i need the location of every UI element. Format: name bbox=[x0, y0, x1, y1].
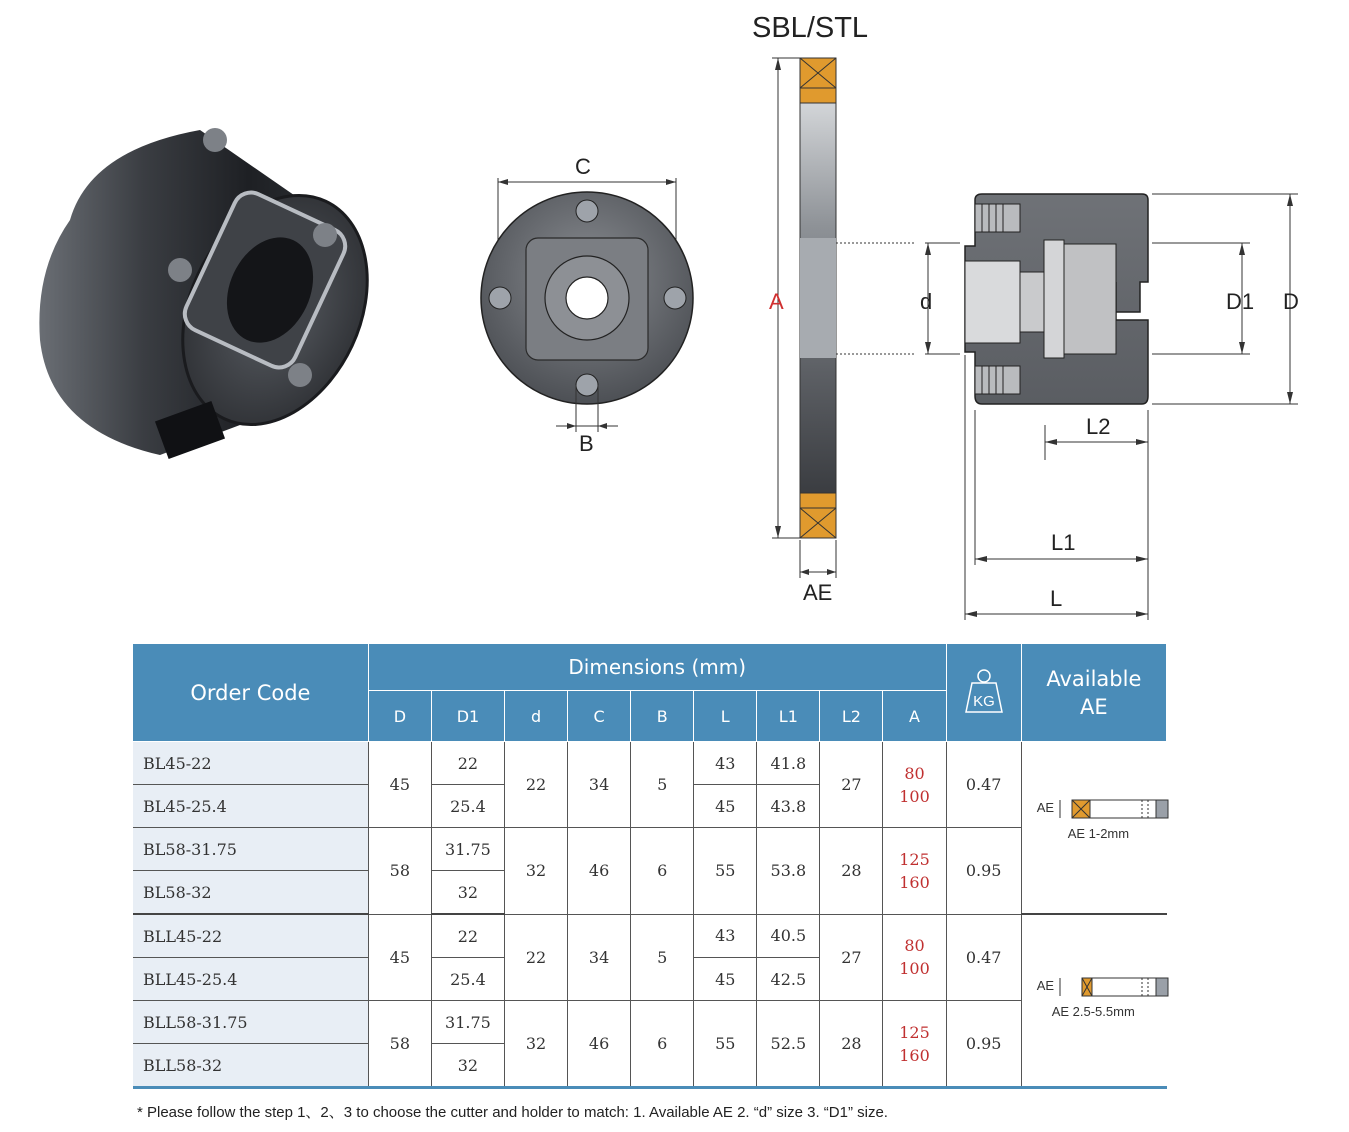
cell-D1: 22 bbox=[431, 742, 504, 785]
cell-A-value-1: 125 bbox=[899, 849, 930, 869]
cell-kg: 0.47 bbox=[946, 742, 1021, 828]
table-row bbox=[133, 742, 1167, 785]
cell-D1: 22 bbox=[431, 914, 504, 958]
cell-L1: 52.5 bbox=[757, 1001, 820, 1088]
cell-d: 22 bbox=[504, 914, 567, 1001]
dim-label-D: D bbox=[1283, 289, 1299, 314]
order-code: BLL58-31.75 bbox=[133, 1001, 368, 1044]
header-available-ae-line1: Available bbox=[1046, 666, 1142, 691]
cell-d: 22 bbox=[504, 742, 567, 828]
ae-option-cell bbox=[1021, 742, 1166, 915]
cell-D1: 31.75 bbox=[431, 828, 504, 871]
ae-tag: AE bbox=[1036, 799, 1055, 815]
front-view-drawing bbox=[470, 150, 710, 460]
dim-label-AE: AE bbox=[803, 580, 833, 605]
cell-D: 58 bbox=[368, 828, 431, 915]
dim-label-L: L bbox=[1050, 586, 1063, 611]
col-header-D: D bbox=[368, 691, 431, 742]
cell-C: 46 bbox=[568, 1001, 631, 1088]
cell-A-value-1: 80 bbox=[904, 763, 925, 783]
ae-caption: AE 1-2mm bbox=[1067, 825, 1130, 841]
dim-label-d: d bbox=[920, 289, 933, 314]
cutter-tip-bottom bbox=[800, 493, 836, 538]
cell-D1: 25.4 bbox=[431, 785, 504, 828]
cell-L: 43 bbox=[694, 742, 757, 785]
cell-L: 43 bbox=[694, 914, 757, 958]
cell-A-value-2: 100 bbox=[899, 786, 930, 806]
cell-A-value-2: 100 bbox=[899, 959, 930, 979]
cell-d: 32 bbox=[504, 828, 567, 915]
drawing-title: SBL/STL bbox=[752, 12, 869, 44]
order-code: BLL58-32 bbox=[133, 1044, 368, 1088]
ae-tag: AE bbox=[1036, 977, 1055, 993]
cell-A bbox=[883, 828, 946, 915]
cell-D: 58 bbox=[368, 1001, 431, 1088]
cell-L1: 40.5 bbox=[757, 914, 820, 958]
header-order-code: Order Code bbox=[133, 644, 368, 742]
cell-L: 45 bbox=[694, 958, 757, 1001]
order-code: BLL45-22 bbox=[133, 914, 368, 958]
col-header-d: d bbox=[504, 691, 567, 742]
cell-L1: 43.8 bbox=[757, 785, 820, 828]
cell-kg: 0.47 bbox=[946, 914, 1021, 1001]
order-code: BL45-22 bbox=[133, 742, 368, 785]
cell-B: 6 bbox=[631, 1001, 694, 1088]
cell-kg: 0.95 bbox=[946, 828, 1021, 915]
side-view-drawing bbox=[760, 50, 1320, 630]
table-row bbox=[133, 914, 1167, 958]
col-header-A: A bbox=[883, 691, 946, 742]
ae-cutter-icon bbox=[1058, 976, 1170, 998]
cell-D1: 25.4 bbox=[431, 958, 504, 1001]
cell-L1: 42.5 bbox=[757, 958, 820, 1001]
cell-L2: 28 bbox=[820, 828, 883, 915]
cell-d: 32 bbox=[504, 1001, 567, 1088]
cell-D: 45 bbox=[368, 742, 431, 828]
dim-label-D1: D1 bbox=[1226, 289, 1255, 314]
cell-D1: 32 bbox=[431, 871, 504, 915]
dim-label-L1: L1 bbox=[1051, 530, 1076, 555]
cell-D: 45 bbox=[368, 914, 431, 1001]
cell-B: 6 bbox=[631, 828, 694, 915]
cell-C: 34 bbox=[568, 914, 631, 1001]
header-weight bbox=[946, 644, 1021, 742]
cell-A bbox=[883, 1001, 946, 1088]
cell-B: 5 bbox=[631, 742, 694, 828]
col-header-L1: L1 bbox=[757, 691, 820, 742]
cell-L2: 28 bbox=[820, 1001, 883, 1088]
cell-B: 5 bbox=[631, 914, 694, 1001]
cell-L1: 53.8 bbox=[757, 828, 820, 915]
cell-A-value-1: 80 bbox=[904, 936, 925, 956]
footnote: * Please follow the step 1、2、3 to choose the cutter and holder to match: 1. Available AE 2. “d” size 3. “D1” size. bbox=[137, 1104, 888, 1121]
cell-C: 34 bbox=[568, 742, 631, 828]
cell-A-value-1: 125 bbox=[899, 1022, 930, 1042]
col-header-L2: L2 bbox=[820, 691, 883, 742]
cell-D1: 32 bbox=[431, 1044, 504, 1088]
cell-L1: 41.8 bbox=[757, 742, 820, 785]
ae-caption: AE 2.5-5.5mm bbox=[1051, 1003, 1135, 1019]
cell-L: 55 bbox=[694, 1001, 757, 1088]
col-header-L: L bbox=[694, 691, 757, 742]
order-code: BLL45-25.4 bbox=[133, 958, 368, 1001]
dim-label-L2: L2 bbox=[1086, 414, 1111, 439]
cell-kg: 0.95 bbox=[946, 1001, 1021, 1088]
weight-unit: KG bbox=[972, 692, 995, 710]
cell-L2: 27 bbox=[820, 914, 883, 1001]
cell-A bbox=[883, 914, 946, 1001]
header-dimensions: Dimensions (mm) bbox=[368, 644, 946, 691]
cell-L: 45 bbox=[694, 785, 757, 828]
table-row bbox=[133, 1001, 1167, 1044]
dim-label-B: B bbox=[579, 431, 594, 456]
col-header-B: B bbox=[631, 691, 694, 742]
ae-cutter-icon bbox=[1058, 798, 1170, 820]
cell-C: 46 bbox=[568, 828, 631, 915]
order-code: BL58-31.75 bbox=[133, 828, 368, 871]
header-available-ae-line2: AE bbox=[1080, 694, 1108, 719]
dim-label-C: C bbox=[575, 154, 591, 179]
order-code: BL58-32 bbox=[133, 871, 368, 915]
cell-D1: 31.75 bbox=[431, 1001, 504, 1044]
cell-A bbox=[883, 742, 946, 828]
cell-A-value-2: 160 bbox=[899, 1045, 930, 1065]
weight-icon bbox=[964, 666, 1004, 716]
cutter-tip-top bbox=[800, 58, 836, 103]
col-header-D1: D1 bbox=[431, 691, 504, 742]
table-row bbox=[133, 828, 1167, 871]
ae-option-cell bbox=[1021, 914, 1166, 1088]
header-available-ae bbox=[1021, 644, 1166, 742]
cell-L: 55 bbox=[694, 828, 757, 915]
dim-label-A: A bbox=[769, 289, 784, 314]
cell-A-value-2: 160 bbox=[899, 872, 930, 892]
spec-table bbox=[133, 643, 1167, 1089]
order-code: BL45-25.4 bbox=[133, 785, 368, 828]
cell-L2: 27 bbox=[820, 742, 883, 828]
col-header-C: C bbox=[568, 691, 631, 742]
product-photo bbox=[30, 110, 370, 460]
